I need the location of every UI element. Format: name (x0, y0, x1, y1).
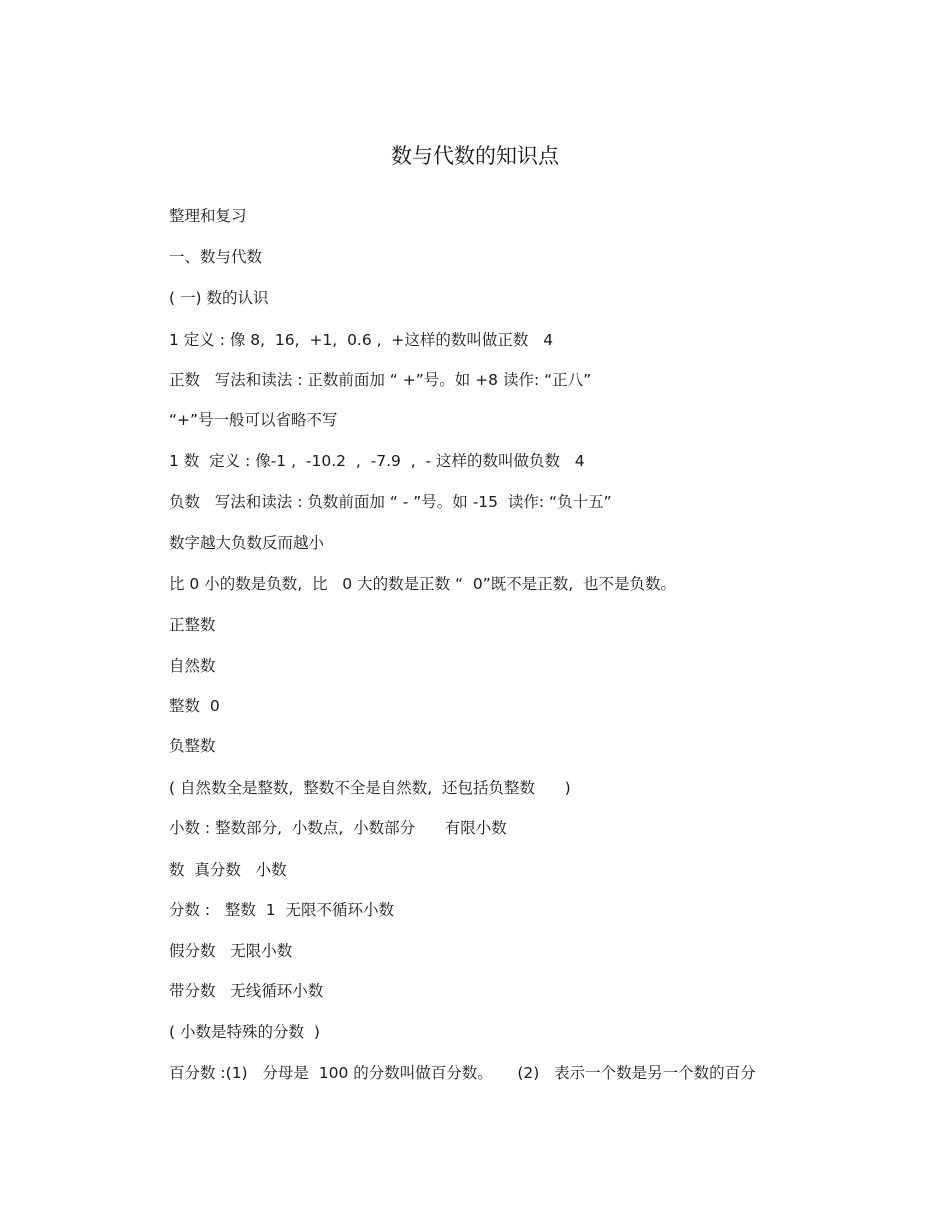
text-line: 数 真分数 小数 (169, 861, 287, 879)
text-line: 1 数 定义 : 像-1 , -10.2 , -7.9 , - 这样的数叫做负数 4 (169, 452, 585, 470)
text-line: 正数 写法和读法 : 正数前面加 “ +”号。如 +8 读作: “正八” (169, 371, 592, 389)
text-line: 一、数与代数 (169, 248, 263, 266)
text-line: 比 0 小的数是负数, 比 0 大的数是正数 “ 0”既不是正数, 也不是负数。 (169, 575, 677, 593)
text-line: 正整数 (169, 616, 216, 634)
text-line: ( 一) 数的认识 (169, 289, 269, 307)
text-line: 分数 : 整数 1 无限不循环小数 (169, 901, 395, 919)
text-line: 带分数 无线循环小数 (169, 982, 324, 1000)
text-line: ( 自然数全是整数, 整数不全是自然数, 还包括负整数 ) (169, 779, 571, 797)
text-line: 小数 : 整数部分, 小数点, 小数部分 有限小数 (169, 819, 507, 837)
text-line: 整数 0 (169, 697, 220, 715)
text-line: 1 定义 : 像 8, 16, +1, 0.6 , +这样的数叫做正数 4 (169, 331, 554, 349)
document-title: 数与代数的知识点 (391, 144, 559, 168)
text-line: 整理和复习 (169, 207, 247, 225)
text-line: “+”号一般可以省略不写 (169, 411, 338, 429)
text-line: 百分数 :(1) 分母是 100 的分数叫做百分数。 (2) 表示一个数是另一个数的百分 (169, 1064, 756, 1082)
text-line: 负数 写法和读法 : 负数前面加 “ - ”号。如 -15 读作: “负十五” (169, 493, 612, 511)
text-line: 假分数 无限小数 (169, 942, 293, 960)
text-line: 负整数 (169, 737, 216, 755)
text-line: 自然数 (169, 657, 216, 675)
text-line: ( 小数是特殊的分数 ) (169, 1023, 320, 1041)
text-line: 数字越大负数反而越小 (169, 534, 325, 552)
